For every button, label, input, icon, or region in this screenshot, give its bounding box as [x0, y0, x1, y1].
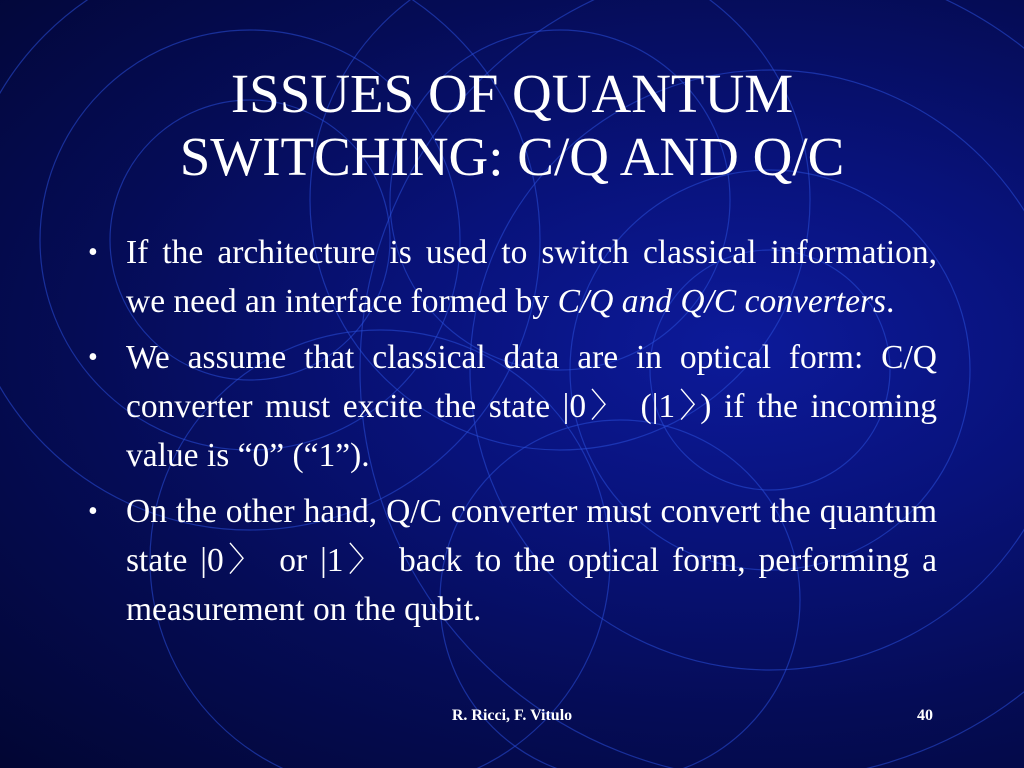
slide-title — [60, 62, 964, 188]
slide-title-line-2: SWITCHING: C/Q AND Q/C — [179, 126, 845, 187]
bullet-text: If the architecture is used to switch classical information, we need an interface formed by — [126, 234, 937, 320]
bullet-tail: . — [886, 283, 895, 320]
footer-page-number: 40 — [917, 707, 933, 724]
bullet-emphasis: C/Q and Q/C converters — [557, 283, 887, 320]
bullet-text: We assume that classical data are in optical form: C/Q converter must excite the state |0〉 (|1〉) if the incoming value is “0” (“1”). — [126, 339, 937, 474]
bullet-item-interface — [84, 228, 937, 326]
slide-title-line-1: ISSUES OF QUANTUM — [230, 63, 794, 124]
bullet-marker: • — [88, 342, 98, 373]
bullet-marker: • — [88, 237, 98, 268]
bullet-item-optical-form — [84, 333, 937, 480]
bullet-text: On the other hand, Q/C converter must convert the quantum state |0〉 or |1〉 back to the optical form, performing a measurement on the qubit. — [126, 493, 937, 628]
bullet-list — [84, 228, 937, 641]
bullet-item-measurement — [84, 487, 937, 634]
bullet-marker: • — [88, 496, 98, 527]
footer-authors: R. Ricci, F. Vitulo — [451, 707, 573, 724]
